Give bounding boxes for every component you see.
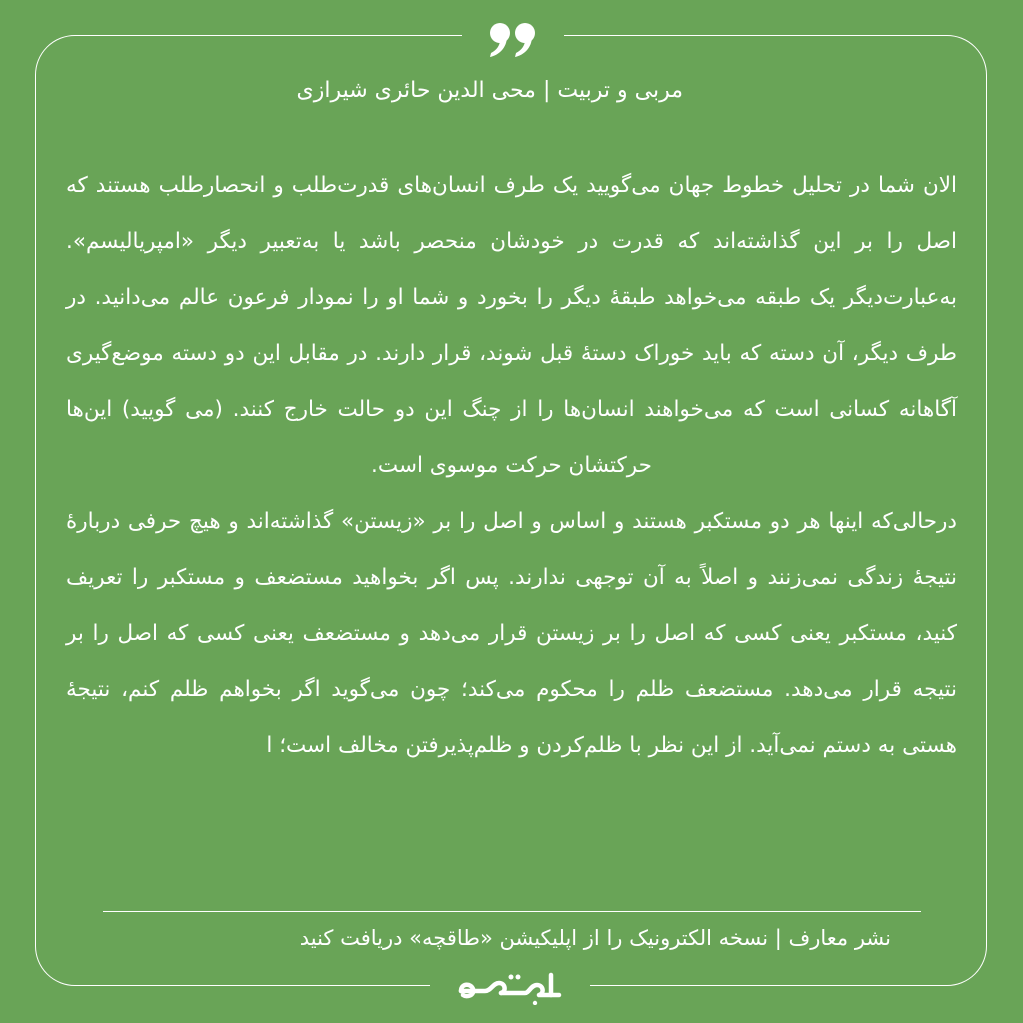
taaghche-logo (430, 968, 590, 1008)
footer-divider (103, 911, 921, 912)
publisher-footer: نشر معارف | نسخه الکترونیک را از اپلیکیشن «طاقچه» دریافت کنید (299, 926, 891, 950)
quote-icon (466, 10, 560, 70)
source-header: مربی و تربیت | محی الدین حائری شیرازی (296, 78, 683, 103)
quote-paragraph-2: درحالی‌که اینها هر دو مستکبر هستند و اساس و اصل را بر «زیستن» گذاشته‌اند و هیچ حرفی دربارهٔ نتیجهٔ زندگی نمی‌زنند و اصلاً به آن توجهی ندارند. پس اگر بخواهید مستضعف و مستکبر را تعریف کنید، مستکبر یعنی کسی که اصل را بر زیستن قرار می‌دهد و مستضعف یعنی کسی که اصل را بر نتیجه قرار می‌دهد. مستضعف ظلم را محکوم می‌کند؛ چون می‌گوید اگر بخواهم ظلم کنم، نتیجهٔ هستی به دستم نمی‌آید. از این نظر با ظلم‌کردن و ظلم‌پذیرفتن مخالف است؛ ا (66, 509, 957, 758)
quote-body (66, 158, 957, 774)
quote-paragraph-1: الان شما در تحلیل خطوط جهان می‌گویید یک طرف انسان‌های قدرت‌طلب و انحصارطلب هستند که اصل را بر این گذاشته‌اند که قدرت در خودشان منحصر باشد یا به‌تعبیر دیگر «امپریالیسم». به‌عبارت‌دیگر یک طبقه می‌خواهد طبقهٔ دیگر را بخورد و شما او را نمودار فرعون عالم می‌دانید. در طرف دیگر، آن دسته که باید خوراک دستهٔ قبل شوند، قرار دارند. در مقابل این دو دسته موضع‌گیری آگاهانه کسانی است که می‌خواهند انسان‌ها را از چنگ این دو حالت خارج کنند. (می گویید) این‌ها حرکتشان حرکت موسوی است. (66, 173, 957, 478)
